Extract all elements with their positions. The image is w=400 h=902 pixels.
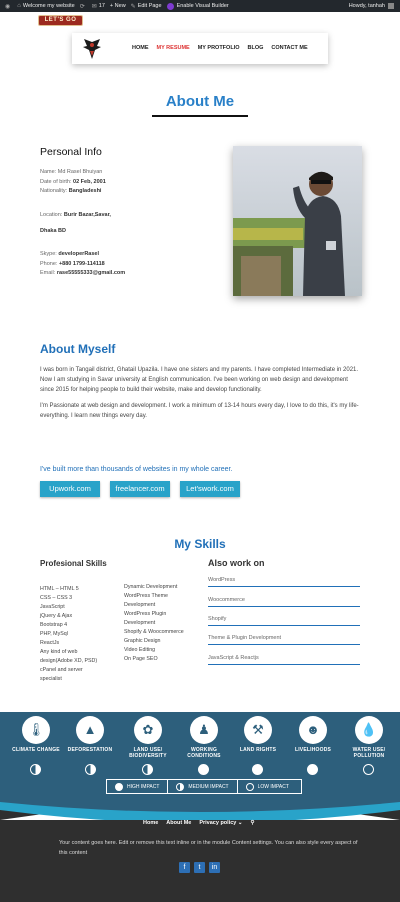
impact-level-deforestation: [85, 764, 96, 775]
list-item: Video Editing: [124, 647, 156, 653]
worker-icon: ♟: [190, 716, 218, 744]
list-item: Bootstrap 4: [40, 622, 68, 628]
comments-link[interactable]: ✉ 17: [91, 3, 105, 10]
skills-column-1: [40, 585, 97, 684]
updates-link[interactable]: [80, 3, 87, 10]
visual-builder-link[interactable]: Enable Visual Builder: [167, 3, 229, 10]
list-item: cPanel and server: [40, 667, 83, 673]
nav-contact-me[interactable]: CONTACT ME: [271, 45, 308, 51]
faucet-icon: 💧: [355, 716, 383, 744]
also-item-woocommerce: Woocommerce: [208, 597, 360, 607]
lets-go-badge[interactable]: LET'S GO: [38, 15, 83, 26]
main-nav: [132, 45, 308, 51]
nav-my-portfolio[interactable]: MY PROTFOLIO: [197, 45, 240, 51]
gavel-icon: ⚒: [244, 716, 272, 744]
low-impact-swatch: [246, 783, 254, 791]
personal-location: Location: Burir Bazar,Savar,: [40, 212, 111, 218]
list-item: specialist: [40, 676, 62, 682]
eagle-logo-icon[interactable]: [82, 38, 102, 60]
impact-working-conditions: ♟ WORKING CONDITIONS: [180, 716, 228, 759]
impact-land-rights: ⚒ LAND RIGHTS: [234, 716, 282, 753]
skills-title: My Skills: [174, 537, 226, 551]
impact-land-use: ✿ LAND USE/ BIODIVERSITY: [124, 716, 172, 759]
wordpress-logo-icon[interactable]: ◉: [5, 3, 11, 10]
impact-level-water: [363, 764, 374, 775]
divi-icon: [167, 3, 174, 10]
list-item: WordPress Plugin: [124, 611, 167, 617]
facebook-icon[interactable]: f: [179, 862, 190, 873]
title-underline: [152, 115, 248, 117]
list-item: Graphic Design: [124, 638, 161, 644]
impact-level-land-rights: [252, 764, 263, 775]
about-title: About Me: [165, 93, 235, 110]
site-name-link[interactable]: ⌂ Welcome my website: [17, 3, 75, 9]
home-icon: ⌂: [17, 3, 21, 9]
refresh-icon: ⟳: [79, 3, 85, 10]
list-item: HTML – HTML 5: [40, 586, 79, 592]
impact-legend: HIGH IMPACT MEDIUM IMPACT LOW IMPACT: [106, 779, 302, 794]
list-item: Development: [124, 620, 156, 626]
career-statement: I've built more than thousands of websites in my whole career.: [40, 466, 233, 473]
personal-city: Dhaka BD: [40, 228, 66, 234]
list-item: JavaScript: [40, 604, 65, 610]
new-content-link[interactable]: + New: [109, 3, 126, 9]
list-item: WordPress Theme: [124, 593, 168, 599]
twitter-icon[interactable]: t: [194, 862, 205, 873]
account-menu[interactable]: Howdy, tanhah: [349, 3, 394, 9]
about-myself-title: About Myself: [40, 342, 116, 356]
pencil-icon: ✎: [130, 3, 136, 10]
impact-water-use: 💧 WATER USE/ POLLUTION: [345, 716, 393, 759]
high-impact-swatch: [115, 783, 123, 791]
skills-column-2: [124, 583, 184, 664]
list-item: Development: [124, 602, 156, 608]
list-item: design(Adobe XD, PSD): [40, 658, 98, 664]
medium-impact-swatch: [176, 783, 184, 791]
chevron-down-icon: ⌄: [237, 820, 243, 826]
list-item: jQuery & Ajax: [40, 613, 73, 619]
upwork-button[interactable]: Upwork.com: [40, 481, 100, 497]
list-item: ReactJs: [40, 640, 60, 646]
also-item-shopify: Shopify: [208, 616, 360, 626]
impact-level-land-use: [142, 764, 153, 775]
tree-icon: ▲: [76, 716, 104, 744]
thermometer-icon: 🌡: [22, 716, 50, 744]
bio-paragraph-2: I'm Passionate at web design and development. I work a minimum of 13-14 hours every day, I love to do this, it's my life- everything. I learn new things every day.: [40, 403, 359, 419]
avatar: [388, 3, 394, 9]
wp-admin-bar: [0, 0, 400, 12]
freelancer-button[interactable]: freelancer.com: [110, 481, 170, 497]
also-work-on-title: Also work on: [208, 558, 265, 568]
professional-skills-title: Profesional Skills: [40, 559, 107, 568]
plant-icon: ✿: [134, 716, 162, 744]
also-item-wordpress: WordPress: [208, 577, 360, 587]
profile-photo: [233, 146, 362, 296]
personal-info-title: Personal Info: [40, 146, 102, 158]
list-item: Dynamic Development: [124, 584, 178, 590]
footer-nav: [143, 820, 255, 826]
site-header: [72, 33, 328, 64]
comment-icon: ✉: [91, 3, 97, 10]
footer-link-home[interactable]: Home: [143, 820, 159, 826]
footer-link-privacy[interactable]: Privacy policy ⌄: [199, 820, 243, 826]
list-item: CSS – CSS 3: [40, 595, 73, 601]
impact-level-climate: [30, 764, 41, 775]
list-item: On Page SEO: [124, 656, 158, 662]
nav-blog[interactable]: BLOG: [247, 45, 264, 51]
impact-livelihoods: ☻ LIVELIHOODS: [289, 716, 337, 753]
bio-paragraph-1: I was born in Tangail district, Ghatail Upazila. I have one sisters and my parents. I have completed Intermediate in 2021. Now I am studying in Savar university at English communication. I've been working on web design and development since 2015 for helping people to build their website, make and develop functionality.: [40, 367, 359, 393]
search-icon[interactable]: ⚲: [250, 820, 255, 826]
personal-contact: Skype: developerRasel Phone: +880 1799-114118 Email: rase55555333@gmail.com: [40, 251, 126, 276]
impact-climate-change: 🌡 CLIMATE CHANGE: [12, 716, 60, 753]
footer-text: Your content goes here. Edit or remove this text inline or in the module Content settings. You can also style every aspect of this content: [59, 840, 358, 856]
letswork-button[interactable]: Let'swork.com: [180, 481, 240, 497]
impact-deforestation: ▲ DEFORESTATION: [66, 716, 114, 753]
site-footer: [0, 820, 400, 902]
nav-my-resume[interactable]: MY RESUME: [156, 45, 190, 51]
list-item: PHP, MySql: [40, 631, 68, 637]
linkedin-icon[interactable]: in: [209, 862, 220, 873]
people-icon: ☻: [299, 716, 327, 744]
nav-home[interactable]: HOME: [132, 45, 149, 51]
personal-basics: Name: Md Rasel Bhuiyan Date of birth: 02 Feb, 2001 Nationality: Bangladeshi: [40, 169, 106, 194]
impact-level-working: [198, 764, 209, 775]
also-item-theme-plugin: Theme & Plugin Development: [208, 635, 360, 645]
impact-level-livelihoods: [307, 764, 318, 775]
edit-page-link[interactable]: ✎ Edit Page: [130, 3, 162, 10]
also-item-javascript: JavaScript & Reactjs: [208, 655, 360, 665]
footer-link-about[interactable]: About Me: [166, 820, 192, 826]
list-item: Shopify & Woocommerce: [124, 629, 184, 635]
list-item: Any kind of web: [40, 649, 78, 655]
